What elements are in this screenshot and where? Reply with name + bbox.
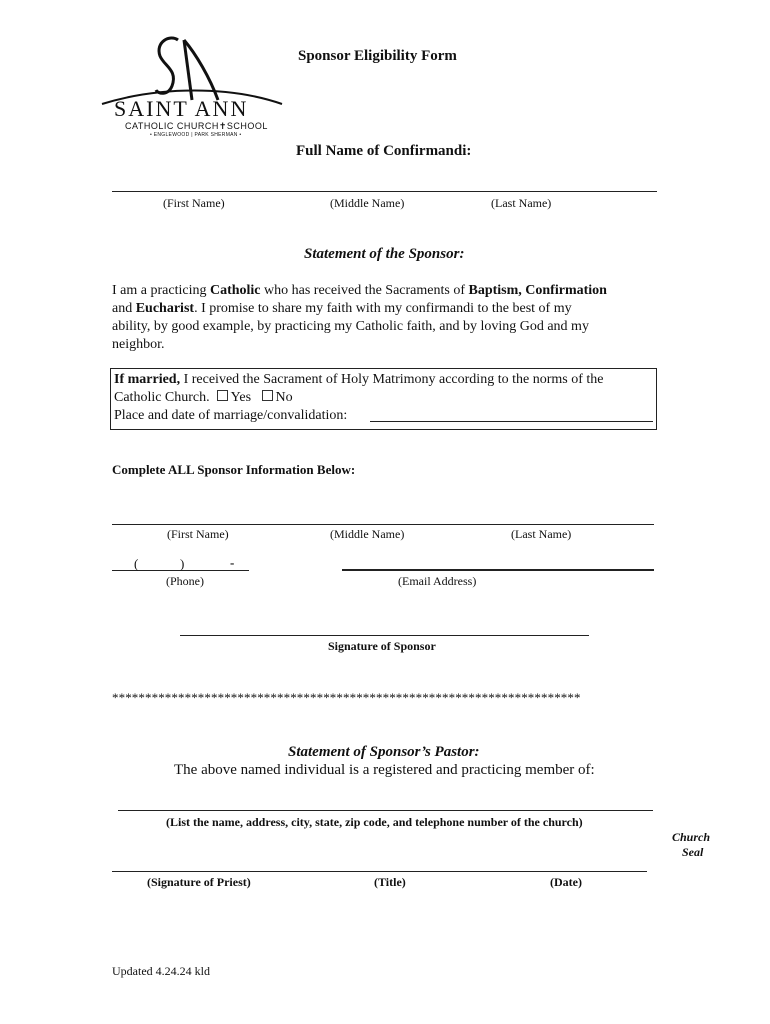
no-label: No	[275, 390, 293, 405]
marriage-box	[110, 368, 657, 430]
church-seal-2: Seal	[682, 845, 704, 859]
pastor-statement-line: The above named individual is a registered and practicing member of:	[174, 762, 595, 778]
confirmandi-first-label: (First Name)	[163, 196, 225, 210]
separator-stars: ***********************************************************************	[112, 690, 581, 705]
sponsor-info-heading: Complete ALL Sponsor Information Below:	[112, 462, 356, 477]
confirmandi-middle-label: (Middle Name)	[330, 196, 405, 210]
sponsor-signature-line[interactable]	[180, 635, 589, 636]
priest-date-label: (Date)	[550, 875, 582, 889]
priest-signature-line[interactable]	[112, 871, 647, 872]
logo-subtitle	[125, 121, 268, 132]
phone-open-paren: (	[134, 556, 139, 571]
logo-sub-right: SCHOOL	[226, 121, 268, 131]
sponsor-name-line[interactable]	[112, 524, 654, 525]
sponsor-first-label: (First Name)	[167, 527, 229, 541]
footer-updated: Updated 4.24.24 kld	[112, 964, 210, 978]
phone-close-paren: )	[180, 556, 185, 571]
church-info-line[interactable]	[118, 810, 653, 811]
cross-icon: ✝	[218, 121, 227, 131]
email-line[interactable]	[342, 569, 654, 571]
phone-dash: -	[230, 555, 235, 570]
form-title: Sponsor Eligibility Form	[298, 48, 457, 64]
phone-label: (Phone)	[166, 574, 204, 588]
sponsor-statement-heading: Statement of the Sponsor:	[304, 246, 465, 262]
sponsor-last-label: (Last Name)	[511, 527, 572, 541]
no-checkbox[interactable]	[262, 390, 273, 401]
confirmandi-last-label: (Last Name)	[491, 196, 552, 210]
statement-line-2: and Eucharist. I promise to share my faith with my confirmandi to the best of my	[112, 301, 572, 316]
priest-signature-label: (Signature of Priest)	[147, 875, 251, 889]
marriage-line-3	[114, 407, 653, 425]
logo-name: SAINT ANN	[114, 96, 249, 121]
logo-sub-left: CATHOLIC CHURCH	[125, 121, 219, 131]
statement-line-3: ability, by good example, by practicing my Catholic faith, and by loving God and my	[112, 319, 589, 334]
saint-ann-logo	[100, 34, 285, 144]
yes-label: Yes	[230, 390, 252, 405]
email-label: (Email Address)	[398, 574, 477, 588]
priest-title-label: (Title)	[374, 875, 406, 889]
place-date-label: Place and date of marriage/convalidation:	[114, 408, 348, 423]
place-date-line[interactable]	[370, 421, 653, 422]
marriage-line-2: Catholic Church. Yes No	[114, 390, 293, 405]
sponsor-signature-label: Signature of Sponsor	[328, 639, 436, 653]
yes-checkbox[interactable]	[217, 390, 228, 401]
pastor-statement-heading: Statement of Sponsor’s Pastor:	[288, 744, 480, 760]
confirmandi-name-line[interactable]	[112, 191, 657, 192]
statement-line-1: I am a practicing Catholic who has received the Sacraments of Baptism, Confirmation	[112, 283, 607, 298]
church-seal-1: Church	[672, 830, 711, 844]
church-info-label: (List the name, address, city, state, zip code, and telephone number of the church)	[166, 815, 583, 829]
confirmandi-heading: Full Name of Confirmandi:	[296, 143, 472, 159]
marriage-line-1: If married, I received the Sacrament of Holy Matrimony according to the norms of the	[114, 372, 604, 387]
statement-line-4: neighbor.	[112, 337, 165, 352]
sponsor-middle-label: (Middle Name)	[330, 527, 405, 541]
sponsor-statement-text	[112, 282, 672, 354]
logo-tagline: • ENGLEWOOD | PARK SHERMAN •	[150, 132, 242, 138]
